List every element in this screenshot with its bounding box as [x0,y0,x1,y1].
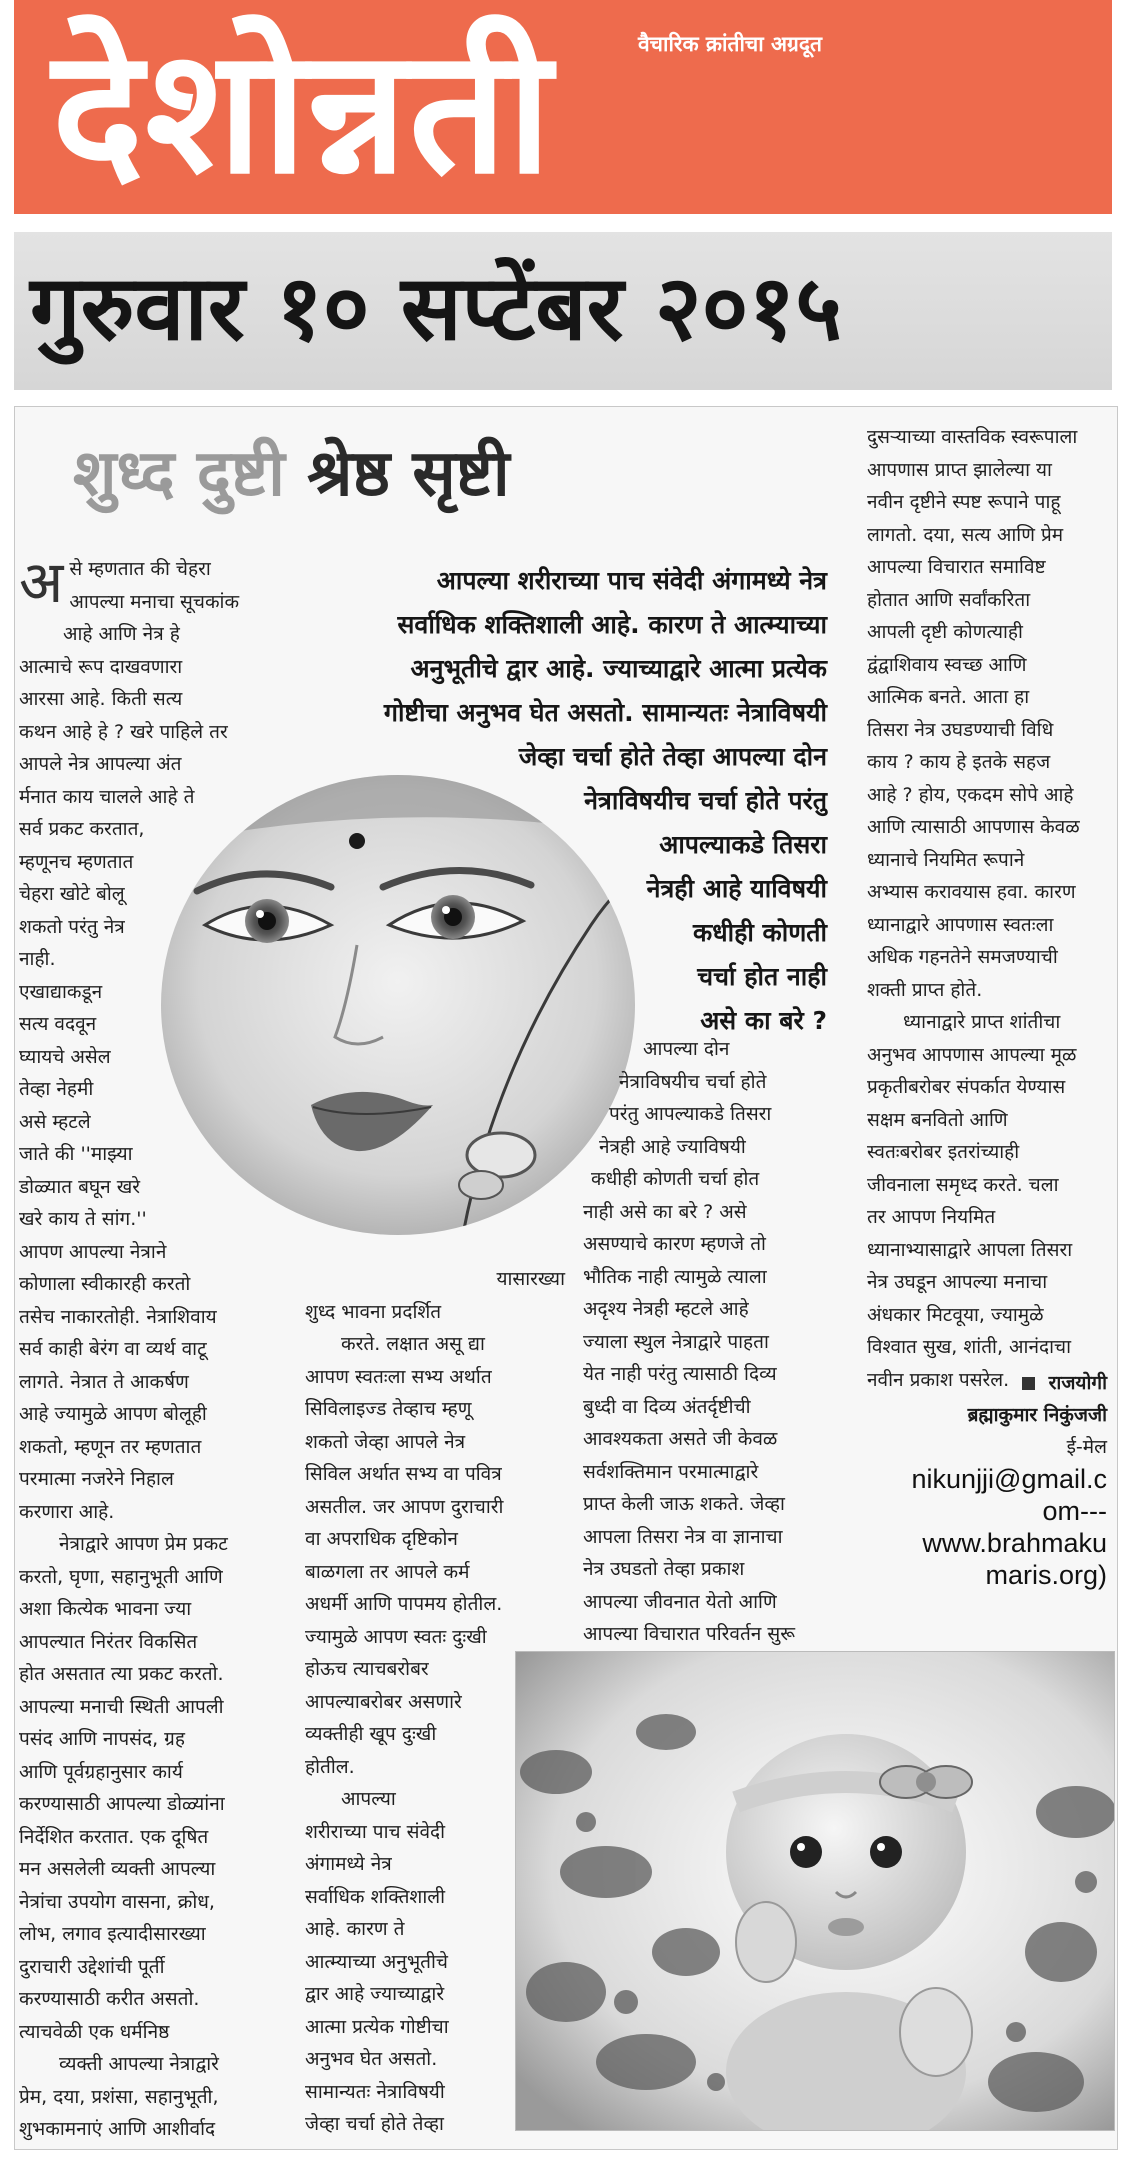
body-line: शुध्द भावना प्रदर्शित [305,1300,442,1323]
body-line: अधर्मी आणि पापमय होतील. [305,1593,503,1615]
email-line: om--- [1042,1496,1107,1526]
body-line: तसेच नाकारतोही. नेत्राशिवाय [19,1305,217,1328]
body-line: स्वतःबरोबर इतरांच्याही [867,1141,1020,1163]
body-line: आपल्याबरोबर असणारे [305,1690,462,1713]
body-line: तर आपण नियमित [867,1206,996,1228]
body-line: आहे ? होय, एकदम सोपे आहे [867,783,1074,806]
body-line: अनुभव घेत असतो. [305,2048,438,2070]
body-line: होतील. [305,1755,355,1778]
body-line: पसंद आणि नापसंद, ग्रह [19,1728,185,1750]
body-line: करते. लक्षात असू द्या [341,1333,485,1355]
body-line: नेत्र उघडतो तेव्हा प्रकाश [583,1558,745,1580]
body-line: आहे ज्यामुळे आपण बोलूही [19,1403,207,1425]
intro-line: जेव्हा चर्चा होते तेव्हा आपल्या दोन [518,742,827,771]
body-line: तेव्हा नेहमी [19,1078,94,1100]
body-line: नेत्राद्वारे आपण प्रेम प्रकट [59,1533,228,1555]
body-line: प्राप्त केली जाऊ शकते. जेव्हा [583,1493,785,1515]
body-line: नवीन प्रकाश पसरेल. [867,1368,1010,1391]
headline-part-2: श्रेष्ठ सृष्टी [307,436,510,511]
body-line: आरसा आहे. किती सत्य [19,688,183,710]
body-line: आपली दृष्टी कोणत्याही [867,621,1023,643]
body-line: ध्यानाद्वारे आपणास स्वतःला [867,913,1054,936]
article-column-right [867,421,1117,1396]
intro-line: गोष्टीचा अनुभव घेत असतो. सामान्यतः नेत्राविषयी [383,698,827,727]
body-line: त्याचवेळी एक धर्मनिष्ठ [19,2020,170,2043]
intro-line: सर्वाधिक शक्तिशाली आहे. कारण ते आत्म्याच्या [397,610,827,639]
body-line: होत असतात त्या प्रकट करतो. [19,1663,224,1685]
body-line: सर्वशक्तिमान परमात्माद्वारे [583,1460,759,1483]
body-line: आवश्यकता असते जी केवळ [583,1428,778,1450]
masthead [14,0,1112,214]
square-bullet-icon [1022,1377,1035,1390]
body-line: द्वंद्वाशिवाय स्वच्छ आणि [867,653,1027,676]
body-line: आत्माचे रूप दाखवणारा [19,655,183,678]
masthead-tagline: वैचारिक क्रांतीचा अग्रदूत [638,32,822,56]
article-column-left [19,548,289,2146]
body-line: डोळ्यात बघून खरे [19,1175,141,1198]
body-line: सर्व काही बेरंग वा व्यर्थ वाटू [19,1338,207,1360]
body-line: आहे. कारण ते [305,1918,405,1940]
body-line: से म्हणतात की चेहरा [69,558,211,580]
body-line: अदृश्य नेत्रही म्हटले आहे [583,1298,749,1320]
article-headline [73,429,510,519]
body-line: द्वार आहे ज्याच्याद्वारे [305,1983,445,2005]
dropcap: अ [19,548,64,616]
website-line: www.brahmaku [922,1528,1107,1558]
body-line: आपल्यात निरंतर विकसित [19,1630,198,1653]
body-line: लागतो. दया, सत्य आणि प्रेम [867,523,1064,546]
body-line: बुध्दी वा दिव्य अंतर्दृष्टीची [583,1395,751,1418]
body-line: ध्यानाभ्यासाद्वारे आपला तिसरा [867,1238,1073,1261]
email-line: nikunjji@gmail.c [911,1464,1107,1494]
body-line: लोभ, लगाव इत्यादीसारख्या [19,1923,206,1945]
body-line: तिसरा नेत्र उघडण्याची विधि [867,718,1054,741]
body-line: यासारख्या [496,1268,565,1290]
body-line: नेत्रांचा उपयोग वासना, क्रोध, [19,1890,215,1913]
body-line: आत्मा प्रत्येक गोष्टीचा [305,2015,449,2038]
body-line: आपल्या जीवनात येतो आणि [583,1590,777,1613]
body-line: ध्यानाद्वारे प्राप्त शांतीचा [903,1011,1061,1033]
body-line: आत्मिक बनते. आता हा [867,686,1030,708]
body-line: आपण आपल्या नेत्राने [19,1240,167,1263]
body-line: बाळगला तर आपले कर्म [305,1560,470,1583]
article [14,406,1118,2150]
body-line: अशा कित्येक भावना ज्या [19,1598,192,1620]
body-line: घ्यायचे असेल [19,1045,111,1068]
body-line: अभ्यास करावयास हवा. कारण [867,881,1076,903]
body-line: आपल्या विचारात समाविष्ट [867,556,1046,578]
body-line: अंधकार मिटवूया, ज्यामुळे [867,1303,1044,1326]
body-line: एखाद्याकडून [19,980,103,1003]
body-line: अनुभव आपणास आपल्या मूळ [867,1043,1077,1066]
intro-line: नेत्रही आहे याविषयी [646,874,827,903]
body-line: अधिक गहनतेने समजण्याची [867,946,1058,968]
body-line: सामान्यतः नेत्राविषयी [305,2080,445,2103]
body-line: आणि त्यासाठी आपणास केवळ [867,816,1080,838]
body-line: कोणाला स्वीकारही करतो [19,1273,191,1295]
author-title: राजयोगी [1048,1372,1107,1394]
intro-line: आपल्याकडे तिसरा [659,830,827,859]
intro-line: चर्चा होत नाही [697,962,827,991]
body-line: सक्षम बनवितो आणि [867,1108,1008,1131]
body-line: प्रकृतीबरोबर संपर्कात येण्यास [867,1076,1066,1098]
body-line: शकतो जेव्हा आपले नेत्र [305,1430,466,1453]
body-line: आपल्या विचारात परिवर्तन सुरू [583,1623,795,1645]
intro-line: कधीही कोणती [693,918,827,947]
body-line: व्यक्तीही खूप दुःखी [305,1723,437,1745]
body-line: आपला तिसरा नेत्र वा ज्ञानाचा [583,1525,783,1548]
body-line: नाही. [19,948,56,970]
body-line: शकतो, म्हणून तर म्हणतात [19,1435,202,1458]
body-line: प्रेम, दया, प्रशंसा, सहानुभूती, [19,2085,219,2108]
body-line: जेव्हा चर्चा होते तेव्हा [305,2113,444,2135]
body-line: र्मनात काय चालले आहे ते [19,785,195,808]
body-line: असण्याचे कारण म्हणजे तो [583,1233,766,1255]
body-line: ध्यानाचे नियमित रूपाने [867,848,1025,871]
headline-part-1: शुध्द दुष्टी [73,436,285,511]
body-line: खरे काय ते सांग.'' [19,1208,147,1230]
body-line: होतात आणि सर्वांकरिता [867,588,1031,611]
body-line: ज्याला स्थुल नेत्राद्वारे पाहता [583,1330,769,1353]
body-line: ज्यामुळे आपण स्वतः दुःखी [305,1625,487,1648]
body-line: नाही असे का बरे ? असे [583,1200,747,1223]
body-line: सर्व प्रकट करतात, [19,818,145,840]
newspaper-logo: देशोन्नती [52,11,554,212]
body-line: करण्यासाठी करीत असतो. [19,1988,200,2010]
website-line: maris.org) [985,1560,1107,1590]
body-line: आणि पूर्वग्रहानुसार कार्य [19,1760,183,1783]
baby-photo [515,1651,1115,2131]
intro-line: आपल्या शरीराच्या पाच संवेदी अंगामध्ये नेत्र [436,566,827,595]
body-line: शकतो परंतु नेत्र [19,915,125,938]
body-line: परंतु आपल्याकडे तिसरा [609,1103,772,1125]
body-line: सत्य वदवून [19,1013,97,1035]
body-line: करण्यासाठी आपल्या डोळ्यांना [19,1793,225,1815]
body-line: शरीराच्या पाच संवेदी [305,1820,446,1843]
body-line: सिविल अर्थात सभ्य वा पवित्र [305,1463,502,1485]
body-line: करतो, घृणा, सहानुभूती आणि [19,1565,223,1588]
author-name: ब्रह्माकुमार निकुंजजी [967,1404,1107,1426]
body-line: आपले नेत्र आपल्या अंत [19,753,182,775]
body-line: करणारा आहे. [19,1500,115,1523]
body-line: काय ? काय हे इतके सहज [867,751,1051,773]
body-line: आपल्या मनाची स्थिती आपली [19,1695,224,1718]
body-line: दुसऱ्याच्या वास्तविक स्वरूपाला [867,426,1078,448]
body-line: नवीन दृष्टीने स्पष्ट रूपाने पाहू [867,491,1061,513]
intro-line: असे का बरे ? [700,1006,827,1035]
body-line: अंगामध्ये नेत्र [305,1853,392,1875]
body-line: लागते. नेत्रात ते आकर्षण [19,1370,189,1393]
article-column-third [583,1033,843,1683]
body-line: सिविलाइज्ड तेव्हाच म्हणू [305,1398,472,1420]
issue-date: गुरुवार १० सप्टेंबर २०१५ [30,256,843,361]
intro-line: अनुभूतीचे द्वार आहे. ज्याच्याद्वारे आत्मा प्रत्येक [410,654,827,683]
body-line: नेत्रही आहे ज्याविषयी [599,1135,746,1158]
body-line: जाते की ''माझ्या [19,1143,133,1165]
body-line: कथन आहे हे ? खरे पाहिले तर [19,720,228,743]
body-line: दुराचारी उद्देशांची पूर्ती [19,1955,165,1978]
body-line: आहे आणि नेत्र हे [63,623,180,645]
body-line: आपण स्वतःला सभ्य अर्थात [305,1365,492,1388]
article-byline [912,1367,1107,1591]
body-line: आपल्या मनाचा सूचकांक [69,590,240,613]
date-band [14,232,1112,390]
baby-illustration [516,1652,1115,2131]
body-line: वा अपराधिक दृष्टिकोन [305,1528,458,1550]
body-line: मन असलेली व्यक्ती आपल्या [19,1858,216,1880]
body-line: होऊच त्याचबरोबर [305,1658,429,1680]
body-line: नेत्र उघडून आपल्या मनाचा [867,1271,1048,1293]
body-line: आत्म्याच्या अनुभूतीचे [305,1950,448,1973]
email-label: ई-मेल [1066,1436,1107,1458]
body-line: सर्वाधिक शक्तिशाली [305,1885,446,1908]
body-line: शक्ती प्राप्त होते. [867,978,983,1001]
body-line: आपणास प्राप्त झालेल्या या [867,458,1052,481]
body-line: निर्देशित करतात. एक दूषित [19,1825,209,1848]
body-line: व्यक्ती आपल्या नेत्राद्वारे [59,2053,219,2075]
body-line: म्हणूनच म्हणतात [19,850,134,873]
body-line: नेत्राविषयीच चर्चा होते [619,1070,767,1093]
body-line: परमात्मा नजरेने निहाल [19,1468,174,1490]
intro-line: नेत्राविषयीच चर्चा होते परंतु [584,786,827,815]
body-line: असतील. जर आपण दुराचारी [305,1495,504,1518]
body-line: आपल्या [341,1788,396,1810]
body-line: भौतिक नाही त्यामुळे त्याला [583,1265,767,1288]
body-line: येत नाही परंतु त्यासाठी दिव्य [583,1363,777,1385]
body-line: चेहरा खोटे बोलू [19,883,125,905]
body-line: जीवनाला समृध्द करते. चला [867,1173,1059,1196]
body-line: शुभकामनाएं आणि आशीर्वाद [19,2118,216,2140]
body-line: आपल्या दोन [643,1038,730,1060]
body-line: कधीही कोणती चर्चा होत [591,1168,760,1190]
body-line: असे म्हटले [19,1110,91,1133]
body-line: विश्वात सुख, शांती, आनंदाचा [867,1336,1072,1358]
